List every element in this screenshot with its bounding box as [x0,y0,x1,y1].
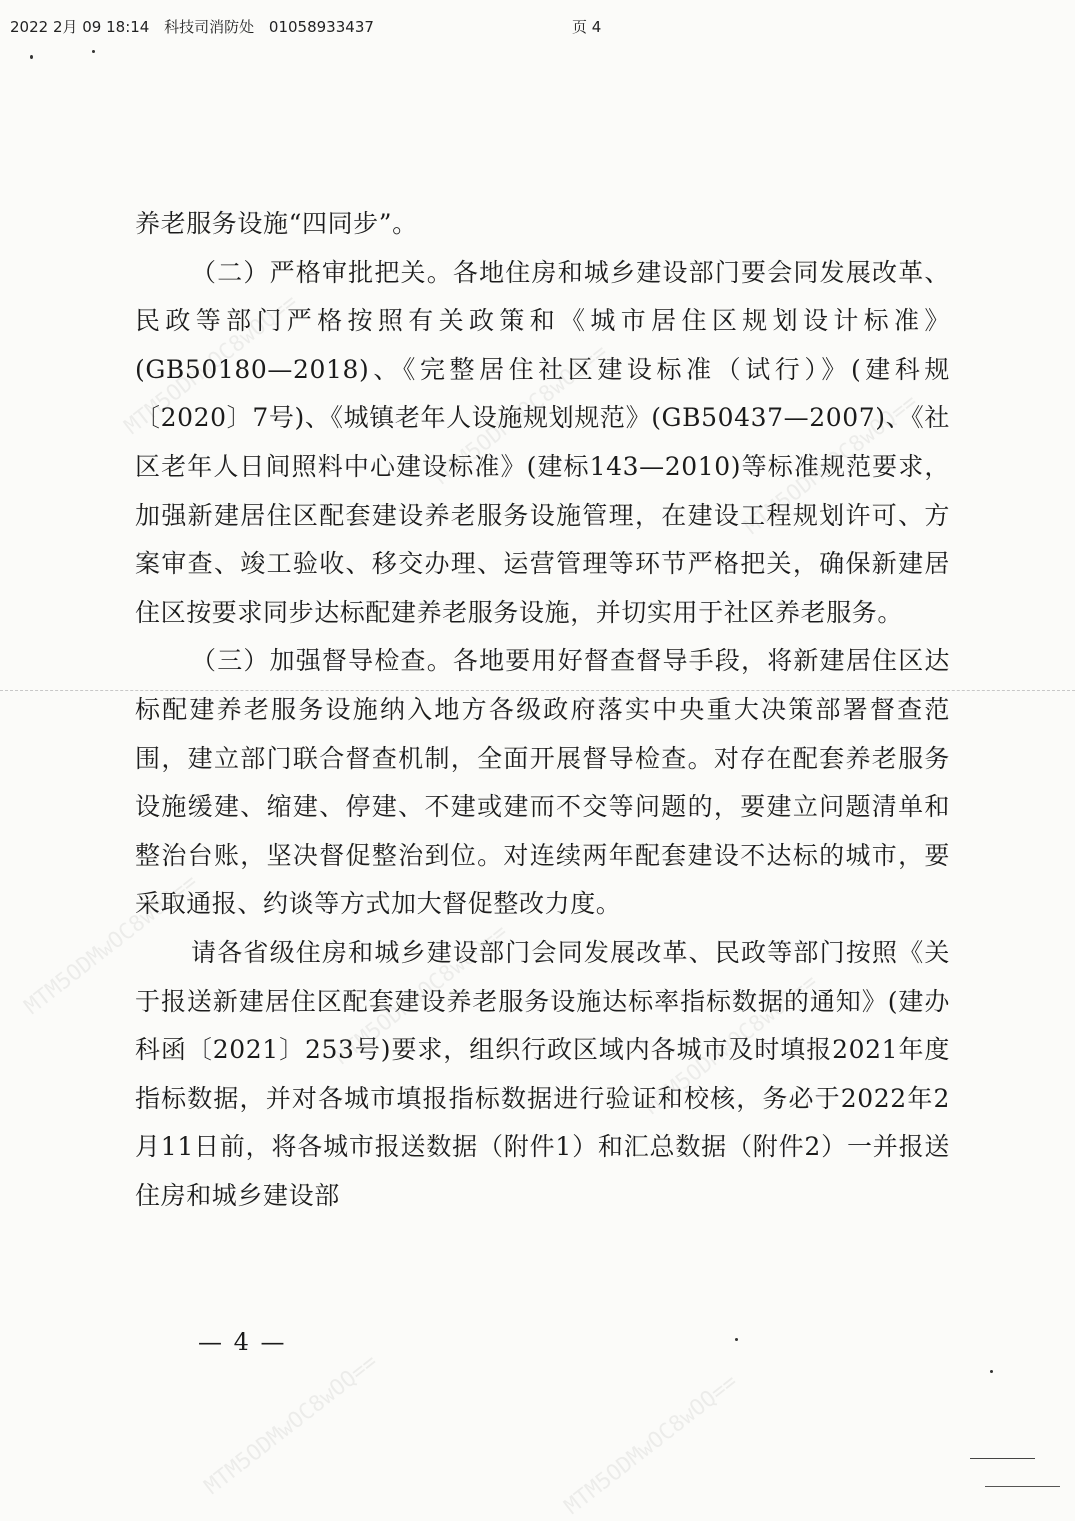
paragraph-reporting: 请各省级住房和城乡建设部门会同发展改革、民政等部门按照《关于报送新建居住区配套建设养老服务设施达标率指标数据的通知》(建办科函〔2021〕253号)要求，组织行政区域内各城市及时填报2021年度指标数据，并对各城市填报指标数据进行验证和校核，务必于2022年2月11日前，将各城市报送数据（附件1）和汇总数据（附件2）一并报送住房和城乡建设部 [135,937,950,1210]
paragraph-approval: （二）严格审批把关。各地住房和城乡建设部门要会同发展改革、民政等部门严格按照有关政策和《城市居住区规划设计标准》(GB50180—2018)、《完整居住社区建设标准（试行）》(建科规〔2020〕7号)、《城镇老年人设施规划规范》(GB50437—2007)、《社区老年人日间照料中心建设标准》(建标143—2010)等标准规范要求，加强新建居住区配套建设养老服务设施管理，在建设工程规划许可、方案审查、竣工验收、移交办理、运营管理等环节严格把关，确保新建居住区按要求同步达标配建养老服务设施，并切实用于社区养老服务。 [135,257,950,627]
page-number: — 4 — [198,1328,287,1356]
scan-speck [30,55,33,59]
watermark: MTM5ODMwOC8wOQ== [740,389,923,540]
fax-header [10,16,384,37]
watermark: MTM5ODMwOC8wOQ== [560,1369,743,1520]
fax-department: 科技司消防处 [164,18,255,36]
fax-date: 2022 2月 09 18:14 [10,18,150,36]
paragraph-supervision: （三）加强督导检查。各地要用好督查督导手段，将新建居住区达标配建养老服务设施纳入地方各级政府落实中央重大决策部署督查范围，建立部门联合督查机制，全面开展督导检查。对存在配套养老服务设施缓建、缩建、停建、不建或建而不交等问题的，要建立问题清单和整治台账，坚决督促整治到位。对连续两年配套建设不达标的城市，要采取通报、约谈等方式加大督促整改力度。 [135,646,950,919]
watermark: MTM5ODMwOC8wOQ== [120,289,303,440]
fax-page-label: 页 4 [572,18,602,36]
scan-speck [990,1370,993,1373]
watermark: MTM5ODMwOC8wOQ== [430,339,613,490]
watermark: MTM5ODMwOC8wOQ== [640,969,823,1120]
paragraph-continuation: 养老服务设施“四同步”。 [135,209,418,238]
document-body [135,200,950,1220]
scan-corner-line [985,1486,1060,1487]
watermark: MTM5ODMwOC8wOQ== [330,919,513,1070]
scan-corner-line [970,1458,1035,1459]
scan-speck [735,1338,738,1341]
scan-speck [92,50,95,53]
fax-number: 01058933437 [268,18,374,36]
watermark: MTM5ODMwOC8wOQ== [200,1349,383,1500]
watermark: MTM5ODMwOC8wOQ== [20,869,203,1020]
